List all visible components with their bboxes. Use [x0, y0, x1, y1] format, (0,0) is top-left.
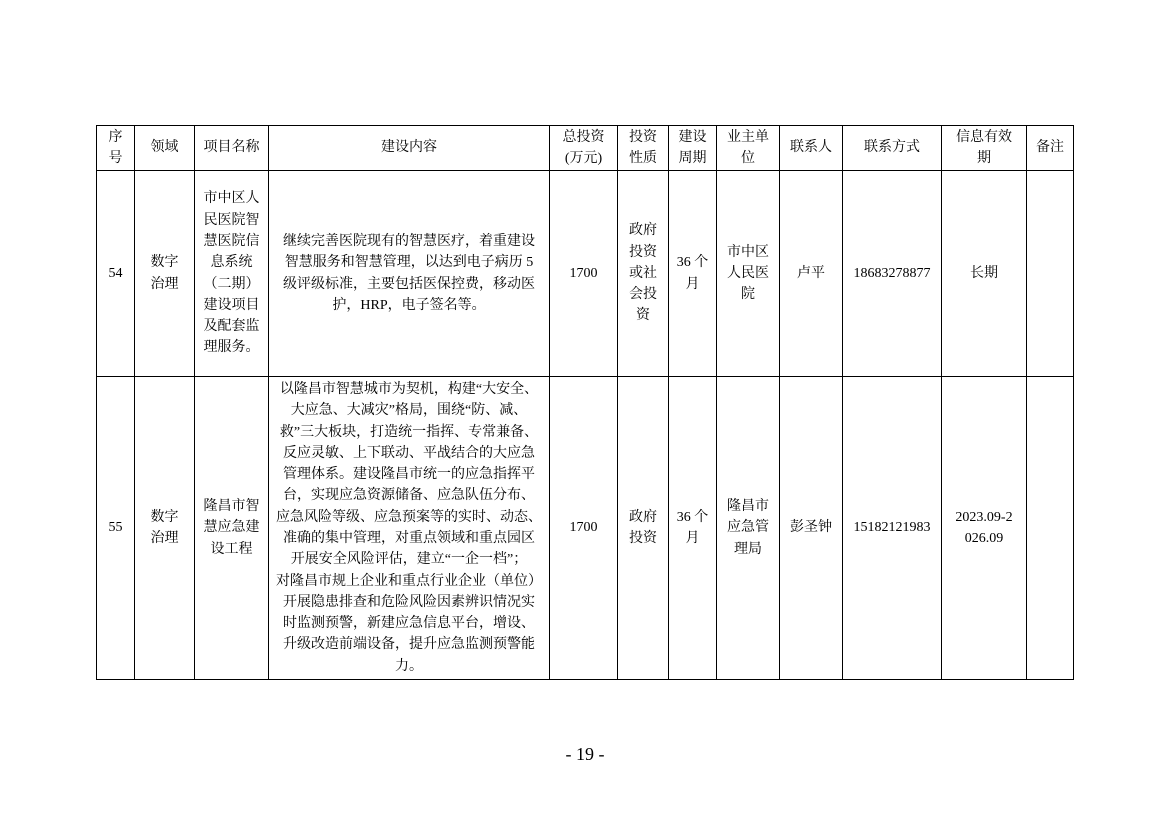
cell-content: 继续完善医院现有的智慧医疗，着重建设 智慧服务和智慧管理，以达到电子病历 5 级评级标准，主要包括医保控费，移动医 护，HRP，电子签名等。: [269, 171, 550, 377]
table-header-row: [97, 126, 1074, 171]
cell-contact-person: 彭圣钟: [780, 377, 843, 680]
header-contact-person: 联系人: [780, 126, 843, 171]
header-content: 建设内容: [269, 126, 550, 171]
header-owner: 业主单 位: [717, 126, 780, 171]
cell-validity: 2023.09-2 026.09: [942, 377, 1027, 680]
cell-remarks: [1027, 171, 1074, 377]
cell-domain: 数字 治理: [135, 377, 195, 680]
cell-content: 以隆昌市智慧城市为契机，构建“大安全、 大应急、大减灾”格局，围绕“防、减、 救”三大板块，打造统一指挥、专常兼备、 反应灵敏、上下联动、平战结合的大应急 管理体系。建设隆昌市统一的应急指挥平 台，实现应急资源储备、应急队伍分布、 应急风险等级、应急预案等的实时、动态、 准确的集中管理，对重点领域和重点园区 开展安全风险评估，建立“一企一档”； 对隆昌市规上企业和重点行业企业（单位） 开展隐患排查和危险风险因素辨识情况实 时监测预警，新建应急信息平台，增设、 升级改造前端设备，提升应急监测预警能 力。: [269, 377, 550, 680]
cell-project-name: 市中区人 民医院智 慧医院信 息系统 （二期） 建设项目 及配套监 理服务。: [195, 171, 269, 377]
cell-owner: 市中区 人民医 院: [717, 171, 780, 377]
header-contact-phone: 联系方式: [843, 126, 942, 171]
cell-domain: 数字 治理: [135, 171, 195, 377]
header-investment-type: 投资 性质: [618, 126, 669, 171]
project-table: [96, 125, 1074, 680]
header-seq: 序 号: [97, 126, 135, 171]
cell-seq: 55: [97, 377, 135, 680]
cell-contact-person: 卢平: [780, 171, 843, 377]
header-remarks: 备注: [1027, 126, 1074, 171]
cell-period: 36 个 月: [669, 377, 717, 680]
cell-period: 36 个 月: [669, 171, 717, 377]
header-domain: 领域: [135, 126, 195, 171]
cell-investment: 1700: [550, 377, 618, 680]
cell-investment-type: 政府 投资 或社 会投 资: [618, 171, 669, 377]
cell-seq: 54: [97, 171, 135, 377]
cell-remarks: [1027, 377, 1074, 680]
header-investment: 总投资 (万元): [550, 126, 618, 171]
cell-investment: 1700: [550, 171, 618, 377]
header-validity: 信息有效 期: [942, 126, 1027, 171]
page-number: - 19 -: [565, 744, 605, 764]
cell-project-name: 隆昌市智 慧应急建 设工程: [195, 377, 269, 680]
header-period: 建设 周期: [669, 126, 717, 171]
table-row: [97, 377, 1074, 680]
cell-owner: 隆昌市 应急管 理局: [717, 377, 780, 680]
cell-investment-type: 政府 投资: [618, 377, 669, 680]
table-row: [97, 171, 1074, 377]
cell-contact-phone: 15182121983: [843, 377, 942, 680]
cell-validity: 长期: [942, 171, 1027, 377]
cell-contact-phone: 18683278877: [843, 171, 942, 377]
header-project-name: 项目名称: [195, 126, 269, 171]
